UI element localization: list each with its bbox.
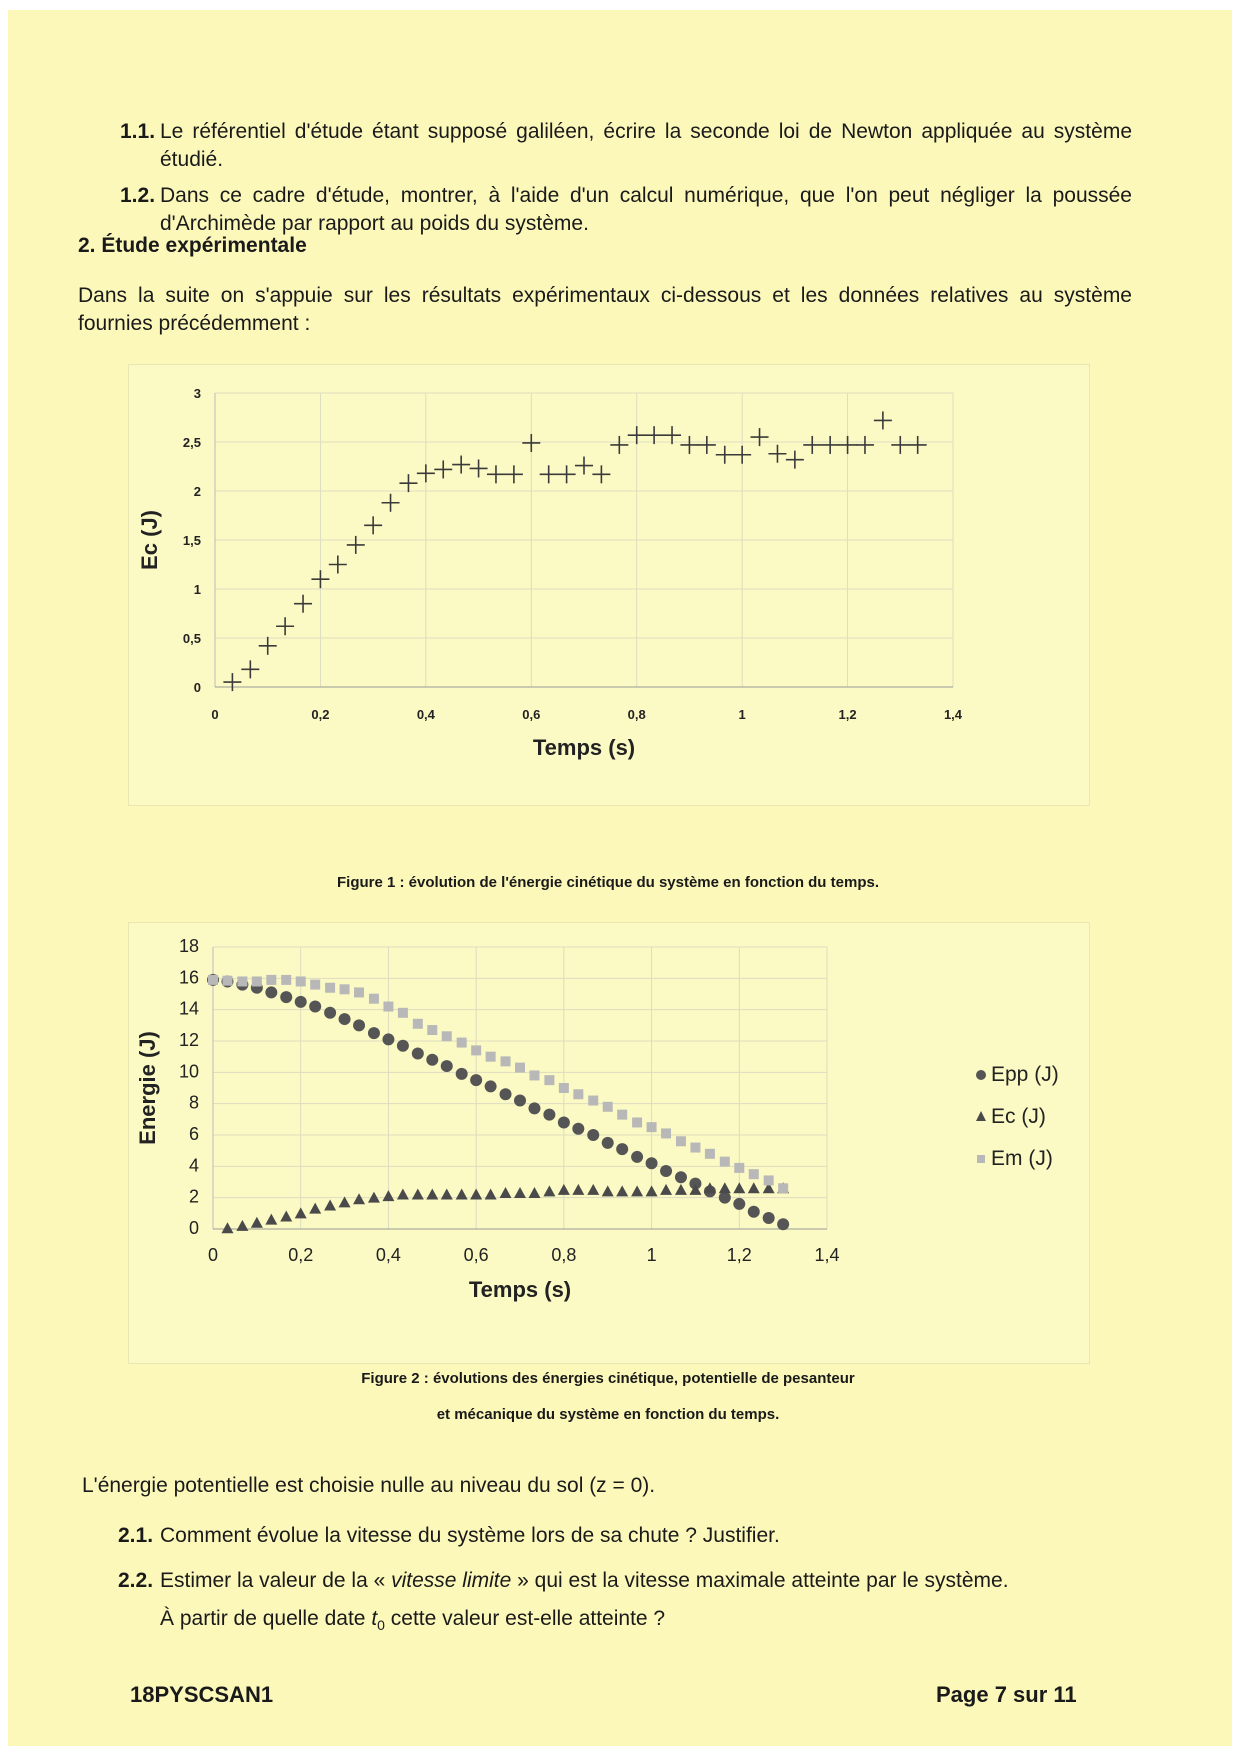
- data-point-plus: [311, 570, 329, 588]
- data-point-plus: [768, 445, 786, 463]
- data-point-plus: [452, 456, 470, 474]
- data-point-plus: [663, 426, 681, 444]
- question-text: Dans ce cadre d'étude, montrer, à l'aide d'un calcul numérique, que l'on peut négliger la poussée d'Archimède par rapport au poids du système.: [160, 184, 1132, 235]
- data-point-plus: [417, 464, 435, 482]
- data-point-plus: [505, 465, 523, 483]
- data-point-epp: [748, 1206, 760, 1218]
- data-point-ec: [748, 1182, 760, 1193]
- x-tick-label: 0,8: [627, 707, 646, 722]
- data-point-em: [369, 994, 379, 1004]
- data-point-plus: [592, 465, 610, 483]
- data-point-epp: [456, 1068, 468, 1080]
- x-tick-label: 0,8: [551, 1245, 577, 1265]
- data-point-em: [749, 1169, 759, 1179]
- legend-marker-epp: [976, 1070, 986, 1080]
- data-point-epp: [777, 1218, 789, 1230]
- data-point-epp: [587, 1129, 599, 1141]
- data-point-ec: [456, 1189, 468, 1200]
- data-point-epp: [412, 1048, 424, 1060]
- y-tick-label: 2: [188, 1186, 199, 1207]
- x-axis-title: Temps (s): [532, 735, 636, 760]
- data-point-em: [208, 975, 218, 985]
- data-point-plus: [803, 436, 821, 454]
- data-point-plus: [540, 465, 558, 483]
- data-point-epp: [441, 1060, 453, 1072]
- data-point-plus: [434, 460, 452, 478]
- y-tick-label: 14: [178, 998, 199, 1019]
- data-point-em: [427, 1025, 437, 1035]
- data-point-plus: [382, 494, 400, 512]
- data-point-em: [529, 1070, 539, 1080]
- data-point-em: [310, 980, 320, 990]
- data-point-em: [354, 987, 364, 997]
- data-point-plus: [891, 436, 909, 454]
- energies-chart-svg: [129, 923, 1089, 1363]
- question-text-line2: [118, 1600, 1168, 1644]
- text-before: Estimer la valeur de la «: [160, 1569, 392, 1592]
- figure-1-caption: Figure 1 : évolution de l'énergie cinétique du système en fonction du temps.: [337, 874, 879, 891]
- y-tick-label: 4: [188, 1155, 199, 1176]
- exam-page: [8, 10, 1232, 1746]
- question-text-line1: [118, 1562, 1168, 1600]
- data-point-ec: [295, 1207, 307, 1218]
- data-point-plus: [839, 436, 857, 454]
- x-tick-label: 1: [646, 1245, 657, 1265]
- data-point-plus: [259, 637, 277, 655]
- data-point-plus: [645, 426, 663, 444]
- data-point-epp: [500, 1088, 512, 1100]
- x-tick-label: 1,4: [814, 1245, 840, 1265]
- question-number: 2.2.: [118, 1569, 154, 1592]
- y-tick-label: 12: [178, 1030, 199, 1050]
- question-1-2: [120, 182, 1132, 238]
- x-tick-label: 0,2: [311, 707, 330, 722]
- ec-chart-svg: [129, 365, 1089, 805]
- question-number: 2.1.: [118, 1524, 154, 1547]
- data-point-plus: [223, 673, 241, 691]
- data-point-em: [325, 983, 335, 993]
- data-point-em: [778, 1183, 788, 1193]
- data-point-ec: [441, 1189, 453, 1200]
- data-point-ec: [368, 1192, 380, 1203]
- data-point-plus: [487, 465, 505, 483]
- footer-page-number: Page 7 sur 11: [936, 1682, 1077, 1707]
- data-point-plus: [522, 434, 540, 452]
- data-point-ec: [236, 1220, 248, 1231]
- italic-term: vitesse limite: [391, 1569, 512, 1592]
- data-point-ec: [221, 1222, 233, 1233]
- data-point-em: [559, 1083, 569, 1093]
- data-point-ec: [426, 1189, 438, 1200]
- data-point-em: [676, 1136, 686, 1146]
- data-point-plus: [628, 426, 646, 444]
- data-point-em: [398, 1008, 408, 1018]
- data-point-ec: [397, 1189, 409, 1200]
- data-point-plus: [874, 411, 892, 429]
- y-tick-label: 10: [178, 1061, 199, 1082]
- question-2-1: [118, 1522, 1128, 1550]
- y-tick-label: 2: [193, 484, 201, 499]
- data-point-ec: [631, 1185, 643, 1196]
- x-tick-label: 1,2: [726, 1245, 752, 1265]
- legend-label: Ec (J): [991, 1105, 1046, 1128]
- data-point-ec: [558, 1184, 570, 1195]
- data-point-ec: [646, 1185, 658, 1196]
- data-point-plus: [751, 428, 769, 446]
- figure-2-chart: [128, 922, 1090, 1364]
- data-point-em: [632, 1117, 642, 1127]
- data-point-ec: [733, 1182, 745, 1193]
- x-tick-label: 0,6: [522, 707, 541, 722]
- intro-paragraph: Dans la suite on s'appuie sur les résultats expérimentaux ci-dessous et les données relatives au système fournies précédemment :: [78, 284, 1132, 335]
- text-after: » qui est la vitesse maximale atteinte par le système.: [511, 1569, 1009, 1592]
- y-tick-label: 6: [188, 1124, 199, 1144]
- figure-2-caption-line2: et mécanique du système en fonction du temps.: [436, 1406, 780, 1423]
- data-point-em: [603, 1102, 613, 1112]
- data-point-ec: [587, 1184, 599, 1195]
- data-point-em: [515, 1063, 525, 1073]
- x-tick-label: 0,4: [375, 1245, 401, 1265]
- footer-code: 18PYSCSAN1: [130, 1682, 274, 1707]
- data-point-ec: [309, 1203, 321, 1214]
- data-point-em: [734, 1163, 744, 1173]
- data-point-plus: [364, 516, 382, 534]
- data-point-em: [296, 976, 306, 986]
- data-point-epp: [309, 1001, 321, 1013]
- data-point-plus: [329, 556, 347, 574]
- data-point-ec: [572, 1184, 584, 1195]
- data-point-epp: [631, 1151, 643, 1163]
- data-point-ec: [353, 1193, 365, 1204]
- y-tick-label: 16: [178, 967, 199, 988]
- data-point-plus: [276, 617, 294, 635]
- question-1-1: [120, 118, 1132, 174]
- data-point-epp: [339, 1013, 351, 1025]
- section-title: 2. Étude expérimentale: [78, 234, 307, 257]
- data-point-em: [720, 1157, 730, 1167]
- data-point-plus: [821, 436, 839, 454]
- data-point-ec: [500, 1187, 512, 1198]
- question-2-2: [118, 1562, 1168, 1644]
- data-point-epp: [763, 1212, 775, 1224]
- y-tick-label: 0: [193, 680, 201, 695]
- data-point-plus: [294, 595, 312, 613]
- data-point-plus: [558, 465, 576, 483]
- question-text: Comment évolue la vitesse du système lors de sa chute ? Justifier.: [160, 1524, 780, 1547]
- data-point-ec: [485, 1189, 497, 1200]
- data-point-em: [617, 1110, 627, 1120]
- t0-subscript: 0: [377, 1617, 385, 1634]
- data-point-plus: [575, 457, 593, 475]
- y-tick-label: 0,5: [182, 631, 201, 646]
- data-point-ec: [251, 1217, 263, 1228]
- data-point-ec: [265, 1214, 277, 1225]
- y-tick-label: 2,5: [182, 435, 201, 450]
- y-tick-label: 3: [193, 386, 201, 401]
- data-point-em: [690, 1143, 700, 1153]
- data-point-ec: [382, 1190, 394, 1201]
- data-point-ec: [719, 1182, 731, 1193]
- data-point-em: [252, 976, 262, 986]
- figure-1-chart: [128, 364, 1090, 806]
- data-point-ec: [616, 1185, 628, 1196]
- legend-marker-em: [977, 1155, 985, 1163]
- data-point-em: [647, 1122, 657, 1132]
- data-point-plus: [909, 436, 927, 454]
- data-point-ec: [280, 1210, 292, 1221]
- x-tick-label: 0,6: [463, 1245, 489, 1265]
- data-point-em: [486, 1052, 496, 1062]
- y-tick-label: 1,5: [182, 533, 201, 548]
- y-axis-title: Energie (J): [135, 1031, 160, 1145]
- data-point-ec: [543, 1185, 555, 1196]
- data-point-epp: [719, 1192, 731, 1204]
- data-point-epp: [572, 1123, 584, 1135]
- data-point-em: [457, 1038, 467, 1048]
- data-point-ec: [514, 1187, 526, 1198]
- x-tick-label: 1: [738, 707, 746, 722]
- data-point-plus: [610, 436, 628, 454]
- x-tick-label: 0,2: [288, 1245, 314, 1265]
- data-point-epp: [280, 991, 292, 1003]
- figure-2-caption-line1: Figure 2 : évolutions des énergies cinétique, potentielle de pesanteur: [361, 1370, 855, 1387]
- data-point-plus: [347, 536, 365, 554]
- data-point-em: [266, 975, 276, 985]
- text-line2-a: À partir de quelle date: [160, 1607, 372, 1630]
- data-point-plus: [856, 436, 874, 454]
- data-point-plus: [241, 660, 259, 678]
- data-point-ec: [602, 1185, 614, 1196]
- question-number: 1.1.: [120, 120, 156, 143]
- data-point-em: [383, 1002, 393, 1012]
- data-point-epp: [733, 1198, 745, 1210]
- data-point-em: [340, 984, 350, 994]
- y-tick-label: 0: [188, 1218, 199, 1238]
- data-point-epp: [382, 1033, 394, 1045]
- data-point-plus: [399, 474, 417, 492]
- data-point-plus: [733, 446, 751, 464]
- x-tick-label: 0: [211, 707, 219, 722]
- data-point-ec: [660, 1184, 672, 1195]
- data-point-em: [661, 1128, 671, 1138]
- data-point-em: [237, 976, 247, 986]
- data-point-epp: [485, 1080, 497, 1092]
- data-point-plus: [716, 446, 734, 464]
- data-point-epp: [368, 1027, 380, 1039]
- question-number: 1.2.: [120, 184, 156, 207]
- y-tick-label: 8: [188, 1092, 199, 1113]
- legend-label: Epp (J): [991, 1063, 1059, 1086]
- y-tick-label: 18: [178, 936, 199, 956]
- x-tick-label: 0,4: [416, 707, 435, 722]
- x-axis-title: Temps (s): [468, 1277, 572, 1302]
- data-point-em: [544, 1075, 554, 1085]
- data-point-em: [222, 976, 232, 986]
- x-tick-label: 1,2: [838, 707, 857, 722]
- data-point-epp: [397, 1040, 409, 1052]
- data-point-ec: [675, 1184, 687, 1195]
- data-point-epp: [558, 1116, 570, 1128]
- data-point-em: [764, 1175, 774, 1185]
- data-point-epp: [528, 1102, 540, 1114]
- data-point-epp: [646, 1157, 658, 1169]
- data-point-em: [281, 975, 291, 985]
- data-point-em: [501, 1056, 511, 1066]
- data-point-ec: [528, 1187, 540, 1198]
- data-point-epp: [265, 986, 277, 998]
- data-point-ec: [324, 1200, 336, 1211]
- data-point-plus: [786, 451, 804, 469]
- data-point-ec: [470, 1189, 482, 1200]
- data-point-em: [588, 1096, 598, 1106]
- data-point-em: [471, 1045, 481, 1055]
- t0-symbol: t: [371, 1607, 378, 1630]
- data-point-em: [705, 1149, 715, 1159]
- data-point-plus: [470, 459, 488, 477]
- data-point-epp: [660, 1165, 672, 1177]
- data-point-epp: [514, 1095, 526, 1107]
- data-point-epp: [675, 1171, 687, 1183]
- data-point-em: [413, 1019, 423, 1029]
- data-point-plus: [680, 436, 698, 454]
- data-point-epp: [353, 1019, 365, 1031]
- legend-marker-ec: [976, 1111, 986, 1121]
- data-point-epp: [616, 1143, 628, 1155]
- data-point-epp: [295, 996, 307, 1008]
- data-point-em: [573, 1089, 583, 1099]
- text-line2-b: cette valeur est-elle atteinte ?: [384, 1607, 666, 1630]
- y-axis-title: Ec (J): [137, 510, 162, 570]
- x-tick-label: 0: [207, 1245, 219, 1265]
- data-point-ec: [412, 1189, 424, 1200]
- zero-reference-text: L'énergie potentielle est choisie nulle au niveau du sol (z = 0).: [82, 1474, 656, 1497]
- data-point-epp: [543, 1109, 555, 1121]
- data-point-em: [442, 1031, 452, 1041]
- data-point-plus: [698, 436, 716, 454]
- data-point-epp: [602, 1137, 614, 1149]
- legend-label: Em (J): [991, 1147, 1053, 1170]
- y-tick-label: 1: [193, 582, 201, 597]
- question-text: Le référentiel d'étude étant supposé galiléen, écrire la seconde loi de Newton appliquée au système étudié.: [160, 120, 1132, 171]
- data-point-epp: [426, 1054, 438, 1066]
- data-point-epp: [324, 1007, 336, 1019]
- data-point-epp: [470, 1074, 482, 1086]
- x-tick-label: 1,4: [943, 707, 963, 722]
